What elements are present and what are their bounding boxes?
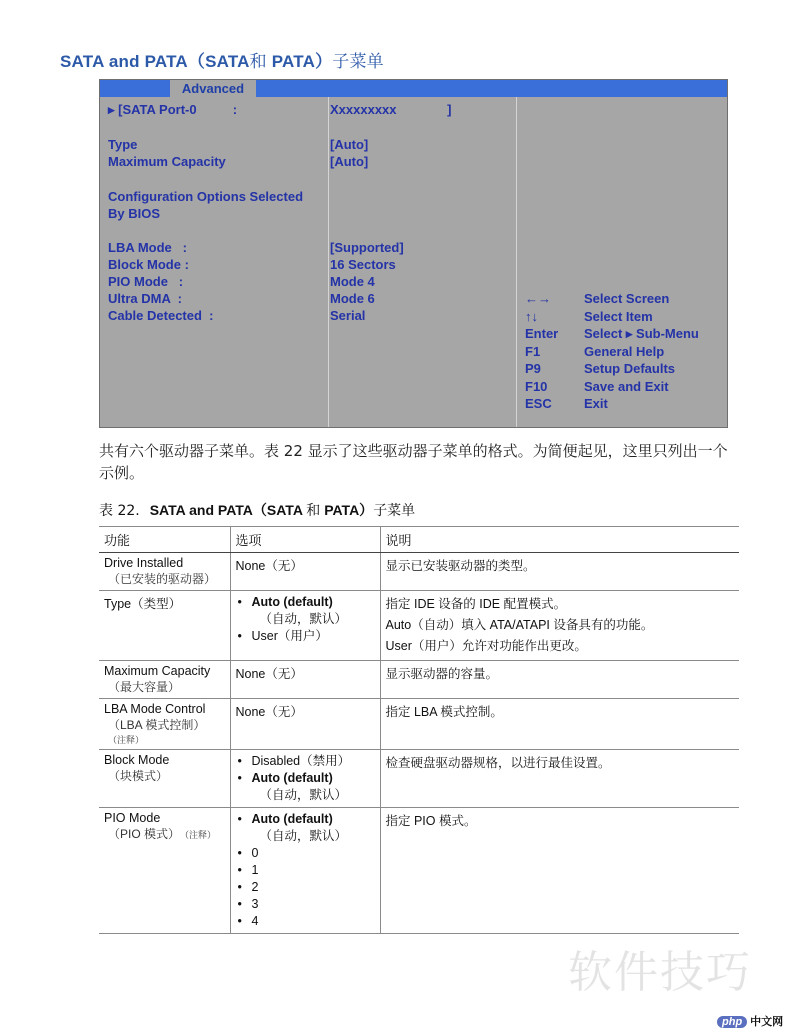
option-label: 0 <box>251 846 259 860</box>
option-item <box>236 811 375 828</box>
header-description: 说明 <box>380 527 739 553</box>
option-item <box>236 594 375 611</box>
bios-setting-label[interactable]: ▸ [SATA Port-0 : <box>108 102 238 117</box>
help-text: Setup Defaults <box>584 361 676 376</box>
description-cell <box>380 591 739 661</box>
description-cell <box>380 699 739 750</box>
options-cell <box>230 591 380 661</box>
option-label: 3 <box>251 897 259 911</box>
help-key: ←→ <box>525 291 551 306</box>
description-text: Auto（自动）填入 ATA/ATAPI 设备具有的功能。 <box>385 618 654 632</box>
option-value: None（无） <box>235 667 303 681</box>
help-text: General Help <box>584 343 665 359</box>
options-cell <box>230 661 380 699</box>
feature-cell <box>99 591 230 661</box>
option-item <box>236 896 375 913</box>
options-cell <box>230 750 380 808</box>
feature-translation: （LBA 模式控制） <box>108 718 206 732</box>
feature-cell <box>99 750 230 808</box>
description-text: User（用户）允许对功能作出更改。 <box>385 639 587 653</box>
feature-cell <box>99 808 230 934</box>
table-row <box>99 699 739 750</box>
feature-note: （注释） <box>108 735 145 745</box>
bios-setting-value[interactable]: [Auto] <box>330 154 369 169</box>
feature-name: Block Mode <box>104 753 170 767</box>
site-logo: php 中文网 <box>717 1013 783 1031</box>
option-label: Auto (default) <box>251 595 333 609</box>
bios-setting-label[interactable]: LBA Mode : <box>108 240 187 255</box>
help-key: F10 <box>525 378 548 394</box>
options-list <box>236 753 375 804</box>
bios-setting-value[interactable]: 16 Sectors <box>330 257 396 272</box>
bios-setting-label[interactable]: PIO Mode : <box>108 274 184 289</box>
option-item <box>236 879 375 896</box>
option-label: User（用户） <box>251 629 328 643</box>
bios-setting-value[interactable]: [Supported] <box>330 240 404 255</box>
bios-setting-label[interactable]: Type <box>108 137 138 152</box>
table-caption: 表 22. SATA and PATA（SATA 和 PATA）子菜单 <box>99 502 416 519</box>
table-row <box>99 750 739 808</box>
description-text: 指定 LBA 模式控制。 <box>385 705 503 719</box>
option-item <box>236 770 375 787</box>
help-key: ESC <box>525 396 552 411</box>
bios-setting-value[interactable]: [Auto] <box>330 137 369 152</box>
option-translation: （自动，默认） <box>259 829 348 843</box>
description-cell <box>380 661 739 699</box>
description-cell <box>380 553 739 591</box>
help-key: P9 <box>525 361 541 376</box>
bios-screen <box>99 79 728 428</box>
description-text: 指定 PIO 模式。 <box>385 814 477 828</box>
options-cell <box>230 808 380 934</box>
help-text: Select Item <box>584 308 653 324</box>
watermark: 软件技巧 <box>568 947 752 998</box>
header-options: 选项 <box>230 527 380 553</box>
bios-setting-value[interactable]: Serial <box>330 308 366 323</box>
help-text: Select ▸ Sub-Menu <box>584 326 699 341</box>
option-translation: （自动，默认） <box>259 788 348 802</box>
table-row <box>99 661 739 699</box>
spec-table <box>99 526 739 934</box>
feature-note: （注释） <box>180 830 217 840</box>
bios-setting-value[interactable]: Mode 4 <box>330 274 375 289</box>
help-text: Select Screen <box>584 291 670 306</box>
feature-cell <box>99 553 230 591</box>
options-cell <box>230 553 380 591</box>
header-feature: 功能 <box>99 527 230 553</box>
help-key: F1 <box>525 343 541 359</box>
table-row <box>99 591 739 661</box>
option-label: 4 <box>251 914 259 928</box>
option-label: 2 <box>251 880 259 894</box>
help-text: Save and Exit <box>584 378 669 394</box>
tab-advanced[interactable]: Advanced <box>170 80 256 97</box>
description-text: 显示驱动器的容量。 <box>385 667 499 681</box>
description-text: 显示已安装驱动器的类型。 <box>385 559 536 573</box>
bios-divider <box>516 97 517 427</box>
feature-name: Maximum Capacity <box>104 664 211 678</box>
feature-name: Type（类型） <box>104 597 182 611</box>
option-item <box>236 753 375 770</box>
option-label: Auto (default) <box>251 771 333 785</box>
body-paragraph: 共有六个驱动器子菜单。表 22 显示了这些驱动器子菜单的格式。为简便起见，这里只列出一个示例。 <box>99 442 728 482</box>
option-label: 1 <box>251 863 259 877</box>
help-key: ↑↓ <box>525 308 538 324</box>
table-row <box>99 808 739 934</box>
option-label: Auto (default) <box>251 812 333 826</box>
bios-divider <box>328 97 329 427</box>
option-value: None（无） <box>235 559 303 573</box>
table-header-row <box>99 527 739 553</box>
feature-name: LBA Mode Control <box>104 702 206 716</box>
options-cell <box>230 699 380 750</box>
option-translation: （自动，默认） <box>259 612 348 626</box>
options-list <box>236 811 375 930</box>
bios-setting-label[interactable]: Ultra DMA : <box>108 291 182 306</box>
page-heading: SATA and PATA（SATA和 PATA）子菜单 <box>60 52 384 72</box>
feature-translation: （最大容量） <box>108 680 181 694</box>
feature-translation: （块模式） <box>108 769 169 783</box>
option-item <box>236 913 375 930</box>
feature-translation: （已安装的驱动器） <box>108 572 217 586</box>
option-item <box>236 845 375 862</box>
bios-setting-label[interactable]: Maximum Capacity <box>108 154 226 169</box>
feature-name: Drive Installed <box>104 556 184 570</box>
bios-setting-label[interactable]: Configuration Options Selected <box>108 189 304 204</box>
bios-setting-label[interactable]: By BIOS <box>108 206 161 221</box>
bios-setting-label[interactable]: Cable Detected : <box>108 308 214 323</box>
description-cell <box>380 808 739 934</box>
option-label: Disabled（禁用） <box>251 754 351 768</box>
help-key: Enter <box>525 326 559 341</box>
options-list <box>236 594 375 645</box>
bios-setting-label[interactable]: Block Mode : <box>108 257 189 272</box>
option-value: None（无） <box>235 705 303 719</box>
feature-cell <box>99 699 230 750</box>
bios-setting-value[interactable]: Xxxxxxxxx ] <box>330 102 452 117</box>
feature-translation: （PIO 模式） <box>108 827 181 841</box>
feature-name: PIO Mode <box>104 811 161 825</box>
option-item <box>236 862 375 879</box>
description-text: 检查硬盘驱动器规格，以进行最佳设置。 <box>385 756 611 770</box>
description-text: 指定 IDE 设备的 IDE 配置模式。 <box>385 597 567 611</box>
feature-cell <box>99 661 230 699</box>
bios-setting-value[interactable]: Mode 6 <box>330 291 375 306</box>
description-cell <box>380 750 739 808</box>
table-row <box>99 553 739 591</box>
option-item <box>236 628 375 645</box>
help-text: Exit <box>584 396 608 411</box>
